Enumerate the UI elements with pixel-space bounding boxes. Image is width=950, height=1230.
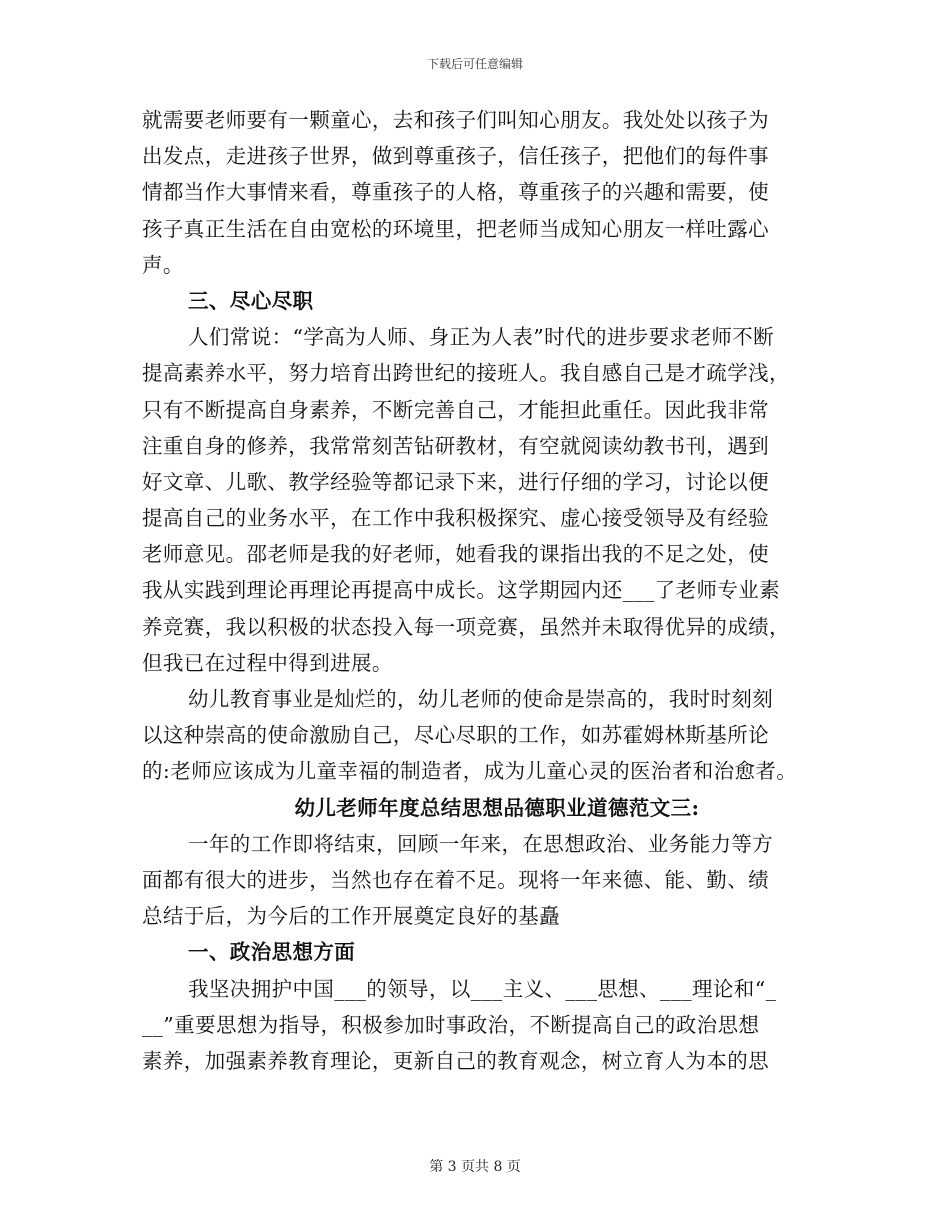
body-text-line: 养竞赛，我以积极的状态投入每一项竞赛，虽然并未取得优异的成绩，	[142, 614, 790, 639]
body-text-line: 只有不断提高自身素养，不断完善自己，才能担此重任。因此我非常	[142, 397, 769, 422]
body-text-line: __”重要思想为指导，积极参加时事政治，不断提高自己的政治思想	[142, 1012, 760, 1037]
body-text-line: 面都有很大的进步，当然也存在着不足。现将一年来德、能、勤、绩	[142, 867, 769, 892]
body-text-line: 就需要老师要有一颗童心，去和孩子们叫知心朋友。我处处以孩子为	[142, 108, 769, 132]
page-header: 下载后可任意编辑	[426, 57, 523, 71]
body-text-line: 一年的工作即将结束，回顾一年来，在思想政治、业务能力等方	[188, 831, 774, 856]
body-text-line: 素养，加强素养教育理论，更新自己的教育观念，树立育人为本的思	[142, 1048, 769, 1073]
body-text-line: 声。	[142, 252, 184, 277]
document-body	[142, 102, 822, 1079]
body-text-line: 总结于后，为今后的工作开展奠定良好的基矗	[142, 904, 560, 929]
body-text-line: 提高素养水平，努力培育出跨世纪的接班人。我自感自己是才疏学浅，	[142, 361, 790, 386]
body-text-line: 我坚决拥护中国___的领导，以___主义、___思想、___理论和“_	[188, 976, 777, 1001]
body-text-line: 提高自己的业务水平，在工作中我积极探究、虚心接受领导及有经验	[142, 506, 769, 531]
body-text-line: 我从实践到理论再理论再提高中成长。这学期园内还___了老师专业素	[142, 578, 781, 603]
body-text-line: 老师意见。邵老师是我的好老师，她看我的课指出我的不足之处，使	[142, 542, 769, 567]
section-heading: 三、尽心尽职	[188, 288, 314, 313]
body-text-line: 情都当作大事情来看，尊重孩子的人格，尊重孩子的兴趣和需要，使	[142, 180, 769, 205]
section-heading: 一、政治思想方面	[188, 940, 356, 965]
section-heading: 幼儿老师年度总结思想品德职业道德范文三:	[294, 795, 700, 820]
body-text-line: 人们常说：“学高为人师、身正为人表”时代的进步要求老师不断	[188, 325, 775, 350]
page-footer: 第 3 页共 8 页	[429, 1159, 521, 1175]
body-text-line: 孩子真正生活在自由宽松的环境里，把老师当成知心朋友一样吐露心	[142, 216, 769, 241]
body-text-line: 好文章、儿歌、教学经验等都记录下来，进行仔细的学习，讨论以便	[142, 469, 769, 494]
body-text-line: 出发点，走进孩子世界，做到尊重孩子，信任孩子，把他们的每件事	[142, 144, 769, 169]
body-text-line: 以这种崇高的使命激励自己，尽心尽职的工作，如苏霍姆林斯基所论	[142, 723, 769, 748]
body-text-line: 注重自身的修养，我常常刻苦钻研教材，有空就阅读幼教书刊，遇到	[142, 433, 769, 458]
body-text-line: 的:老师应该成为儿童幸福的制造者，成为儿童心灵的医治者和治愈者。	[142, 759, 798, 784]
body-text-line: 但我已在过程中得到进展。	[142, 650, 393, 675]
body-text-line: 幼儿教育事业是灿烂的，幼儿老师的使命是崇高的，我时时刻刻	[188, 687, 774, 711]
